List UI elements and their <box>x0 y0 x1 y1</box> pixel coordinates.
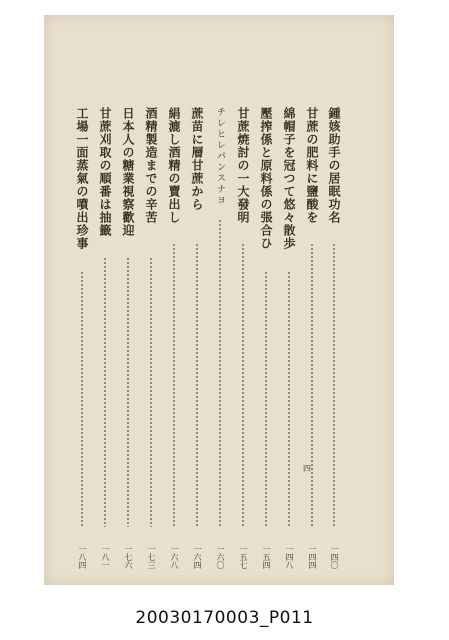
toc-entry <box>167 107 181 569</box>
toc-entry-page: 一六〇 <box>216 545 225 569</box>
toc-entry-title: チレヒレパンスナヨ <box>215 107 225 206</box>
toc-entry-page: 一四四 <box>308 545 317 569</box>
toc-entry <box>213 107 227 569</box>
table-of-contents <box>44 15 394 585</box>
toc-entry-page: 一六四 <box>193 545 202 569</box>
toc-entry-title: 甘蔗刈取の順番は抽籤 <box>98 107 112 237</box>
dot-leader <box>288 271 290 527</box>
toc-entry-title: 綿帽子を冠つて悠々散歩 <box>282 107 296 250</box>
toc-entry-title: 甘蔗の肥料に鹽酸を <box>305 107 319 224</box>
toc-entry <box>98 107 112 569</box>
image-caption: 20030170003_P011 <box>135 608 314 628</box>
dot-leader <box>173 243 175 527</box>
toc-entry <box>236 107 250 569</box>
toc-entry-page: 一八四 <box>78 545 87 569</box>
toc-entry-title: 鍾姟助手の居眠功名 <box>327 107 341 224</box>
toc-entry <box>121 107 135 569</box>
dot-leader <box>333 243 335 527</box>
toc-entry <box>75 107 89 569</box>
dot-leader <box>150 257 152 527</box>
dot-leader <box>311 243 313 527</box>
toc-entry <box>282 107 296 569</box>
dot-leader <box>242 243 244 527</box>
toc-entry-page: 一六八 <box>170 545 179 569</box>
dot-leader <box>265 271 267 527</box>
toc-entry <box>190 107 204 569</box>
toc-entry-title: 壓搾係と原料係の張合ひ <box>259 107 273 250</box>
toc-entry <box>327 107 341 569</box>
toc-entry <box>259 107 273 569</box>
dot-leader <box>127 257 129 527</box>
toc-entry-title: 絹漉し酒精の賣出し <box>167 107 181 224</box>
dot-leader <box>219 219 221 527</box>
toc-entry <box>144 107 158 569</box>
toc-entry-title: 酒精製造までの辛苦 <box>144 107 158 224</box>
toc-entry-page: 一四〇 <box>330 545 339 569</box>
toc-entry <box>305 107 319 569</box>
toc-entry-title: 工場一面蒸氣の噴出珍事 <box>75 107 89 250</box>
toc-entry-page: 一四八 <box>285 545 294 569</box>
toc-entry-page: 一五四 <box>262 545 271 569</box>
toc-entry-title: 蔗苗に層甘蔗から <box>190 107 204 211</box>
toc-entry-title: 甘蔗焼討の一大發明 <box>236 107 250 224</box>
toc-entry-page: 一五七 <box>239 545 248 569</box>
toc-entry-page: 一八一 <box>101 545 110 569</box>
toc-entry-page: 一七三 <box>147 545 156 569</box>
dot-leader <box>104 257 106 527</box>
page-number: 四 <box>303 464 311 473</box>
dot-leader <box>196 243 198 527</box>
toc-entry-title: 日本人の糖業視察歡迎 <box>121 107 135 237</box>
dot-leader <box>81 271 83 527</box>
toc-entry-page: 一七六 <box>124 545 133 569</box>
